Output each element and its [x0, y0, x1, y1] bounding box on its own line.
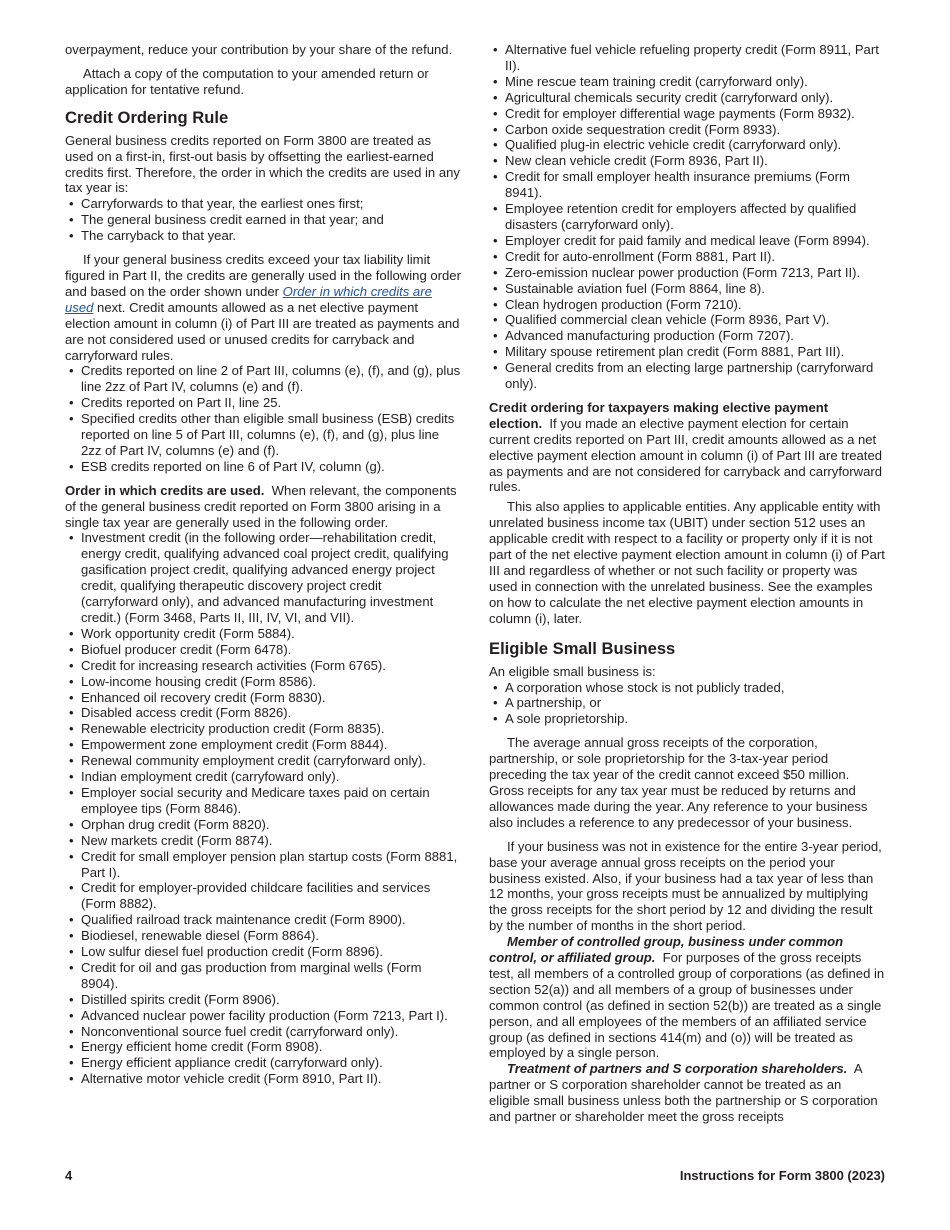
bullet-list-esb	[489, 680, 885, 728]
list-item: • Agricultural chemicals security credit (carryforward only).	[489, 90, 885, 106]
list-item: • Alternative motor vehicle credit (Form 8910, Part II).	[65, 1071, 461, 1087]
list-item: • Zero-emission nuclear power production (Form 7213, Part II).	[489, 265, 885, 281]
list-item: • Carryforwards to that year, the earliest ones first;	[65, 196, 461, 212]
list-item: • Alternative fuel vehicle refueling property credit (Form 8911, Part II).	[489, 42, 885, 74]
list-item: • Credit for auto-enrollment (Form 8881, Part II).	[489, 249, 885, 265]
list-item: • Renewable electricity production credit (Form 8835).	[65, 721, 461, 737]
list-item: • New clean vehicle credit (Form 8936, Part II).	[489, 153, 885, 169]
right-column	[489, 42, 885, 1125]
run-in-heading: Member of controlled group, business under common control, or affiliated group.	[489, 934, 844, 966]
paragraph-text: For purposes of the gross receipts test, all members of a controlled group of corporations (as defined in section 52(a)) and all members of a group of businesses under common control (as defined in section 52(b)) are treated as a single person, and all employees of the members of an affiliated service group (as defined in sections 414(m) and (o)) will be treated as employed by a single person.	[489, 950, 885, 1061]
list-item: • Energy efficient appliance credit (carryforward only).	[65, 1055, 461, 1071]
list-item: • Clean hydrogen production (Form 7210).	[489, 297, 885, 313]
list-item: • Credit for oil and gas production from marginal wells (Form 8904).	[65, 960, 461, 992]
list-item: • A partnership, or	[489, 695, 885, 711]
paragraph: overpayment, reduce your contribution by your share of the refund.	[65, 42, 453, 57]
paragraph-text: A partner or S corporation shareholder cannot be treated as an eligible small business unless both the partnership or S corporation and partner or shareholder meet the gross receipts	[489, 1061, 878, 1125]
list-item: • Carbon oxide sequestration credit (Form 8933).	[489, 122, 885, 138]
list-item: • Advanced manufacturing production (Form 7207).	[489, 328, 885, 344]
list-item: • Credits reported on Part II, line 25.	[65, 395, 461, 411]
list-item: • Credit for increasing research activities (Form 6765).	[65, 658, 461, 674]
list-item: • Qualified plug-in electric vehicle credit (carryforward only).	[489, 137, 885, 153]
list-item: • Empowerment zone employment credit (Form 8844).	[65, 737, 461, 753]
list-item: • Specified credits other than eligible small business (ESB) credits reported on line 5 of Part III, columns (e), (f), and (g), plus line 2zz of Part IV, columns (e) and (f).	[65, 411, 461, 459]
bullet-list-ordering	[65, 196, 461, 244]
list-item: • Investment credit (in the following order—rehabilitation credit, energy credit, qualifying advanced coal project credit, qualifying gasification project credit, qualifying advanced energy project credit, qualifying therapeutic discovery project credit (carryforward only), and advanced manufacturing investment credit.) (Form 3468, Parts II, III, IV, VI, and VII).	[65, 530, 461, 625]
left-column	[65, 42, 461, 1087]
list-item: • The carryback to that year.	[65, 228, 461, 244]
paragraph: General business credits reported on Form 3800 are treated as used on a first-in, first-out basis by offsetting the earliest-earned credits first. Therefore, the order in which the credits are used in any tax year is:	[65, 132, 460, 196]
paragraph-order	[65, 252, 461, 363]
paragraph: Attach a copy of the computation to your amended return or application for tentative refund.	[65, 65, 429, 97]
paragraph-text: If you made an elective payment election for certain current credits reported on Part III, credit amounts allowed as a net elective payment election amount in column (i) of Part III are treated as payments and are not considered for carryback and carryforward rules.	[489, 415, 883, 495]
paragraph: An eligible small business is:	[489, 663, 656, 679]
section-heading-credit-ordering: Credit Ordering Rule	[65, 107, 229, 127]
bullet-list-credits	[65, 363, 461, 474]
list-item: • Qualified railroad track maintenance credit (Form 8900).	[65, 912, 461, 928]
run-in-heading: Order in which credits are used.	[65, 482, 265, 498]
list-item: • Indian employment credit (carryfoward only).	[65, 769, 461, 785]
paragraph-text: next. Credit amounts allowed as a net elective payment election amount in column (i) of Part III are treated as payments and are not considered used or unused credits for carryback and carryforward rules.	[65, 299, 460, 363]
list-item: • Energy efficient home credit (Form 8908).	[65, 1039, 461, 1055]
paragraph: This also applies to applicable entities. Any applicable entity with unrelated business income tax (UBIT) under section 512 uses an applicable credit with respect to a facility or property only if it is not part of the net elective payment election amount in column (i) of Part III and regardless of whether or not such facility or property was used in connection with the unrelated business. See the examples on how to calculate the net elective payment election amounts in column (i), later.	[489, 499, 885, 626]
list-item: • ESB credits reported on line 6 of Part IV, column (g).	[65, 459, 461, 475]
list-item: • Employee retention credit for employers affected by qualified disasters (carryforward only).	[489, 201, 885, 233]
bullet-list-credit-order-continued	[489, 42, 885, 392]
list-item: • A sole proprietorship.	[489, 711, 885, 727]
list-item: • Enhanced oil recovery credit (Form 8830).	[65, 690, 461, 706]
paragraph-text: When relevant, the components of the general business credit reported on Form 3800 arising in a single tax year are generally used in the following order.	[65, 482, 457, 530]
list-item: • Qualified commercial clean vehicle (Form 8936, Part V).	[489, 312, 885, 328]
list-item: • Employer social security and Medicare taxes paid on certain employee tips (Form 8846).	[65, 785, 461, 817]
list-item: • General credits from an electing large partnership (carryforward only).	[489, 360, 885, 392]
list-item: • The general business credit earned in that year; and	[65, 212, 461, 228]
list-item: • Credit for small employer health insurance premiums (Form 8941).	[489, 169, 885, 201]
page-number: 4	[65, 1168, 73, 1183]
bullet-list-credit-order	[65, 530, 461, 1087]
list-item: • Biodiesel, renewable diesel (Form 8864).	[65, 928, 461, 944]
paragraph: The average annual gross receipts of the corporation, partnership, or sole proprietorship for the 3-tax-year period preceding the tax year of the credit cannot exceed $50 million. Gross receipts for any tax year must be reduced by returns and allowances made during the year. Any reference to your business also includes a reference to any predecessor of your business.	[489, 735, 868, 830]
list-item: • New markets credit (Form 8874).	[65, 833, 461, 849]
list-item: • Credit for employer-provided childcare facilities and services (Form 8882).	[65, 880, 461, 912]
section-heading-esb: Eligible Small Business	[489, 638, 676, 658]
list-item: • Renewal community employment credit (carryforward only).	[65, 753, 461, 769]
list-item: • A corporation whose stock is not publicly traded,	[489, 680, 885, 696]
list-item: • Credits reported on line 2 of Part III, columns (e), (f), and (g), plus line 2zz of Part IV, columns (e) and (f).	[65, 363, 461, 395]
list-item: • Advanced nuclear power facility production (Form 7213, Part I).	[65, 1008, 461, 1024]
paragraph-member	[489, 934, 885, 1061]
list-item: • Work opportunity credit (Form 5884).	[65, 626, 461, 642]
order-link[interactable]: Order in which credits are used	[65, 283, 432, 315]
list-item: • Sustainable aviation fuel (Form 8864, line 8).	[489, 281, 885, 297]
list-item: • Nonconventional source fuel credit (carryforward only).	[65, 1024, 461, 1040]
paragraph-partner	[489, 1061, 885, 1125]
list-item: • Disabled access credit (Form 8826).	[65, 705, 461, 721]
list-item: • Low-income housing credit (Form 8586).	[65, 674, 461, 690]
list-item: • Orphan drug credit (Form 8820).	[65, 817, 461, 833]
list-item: • Credit for small employer pension plan startup costs (Form 8881, Part I).	[65, 849, 461, 881]
list-item: • Employer credit for paid family and medical leave (Form 8994).	[489, 233, 885, 249]
list-item: • Mine rescue team training credit (carryforward only).	[489, 74, 885, 90]
run-in-heading: Treatment of partners and S corporation shareholders.	[507, 1061, 848, 1077]
run-in-heading: Credit ordering for taxpayers making elective payment election.	[489, 399, 829, 431]
list-item: • Low sulfur diesel fuel production credit (Form 8896).	[65, 944, 461, 960]
paragraph-elective	[489, 400, 885, 495]
paragraph-text: If your general business credits exceed your tax liability limit figured in Part II, the credits are generally used in the following order and based on the order shown under	[65, 252, 461, 299]
footer-title: Instructions for Form 3800 (2023)	[679, 1168, 885, 1183]
list-item: • Military spouse retirement plan credit (Form 8881, Part III).	[489, 344, 885, 360]
list-item: • Distilled spirits credit (Form 8906).	[65, 992, 461, 1008]
list-item: • Credit for employer differential wage payments (Form 8932).	[489, 106, 885, 122]
paragraph: If your business was not in existence for the entire 3-year period, base your average annual gross receipts on the period your business existed. Also, if your business had a tax year of less than 12 months, your gross receipts must be annualized by multiplying the gross receipts for the short period by 12 and dividing the result by the number of months in the short period.	[489, 838, 882, 934]
list-item: • Biofuel producer credit (Form 6478).	[65, 642, 461, 658]
paragraph-order-used	[65, 483, 461, 531]
